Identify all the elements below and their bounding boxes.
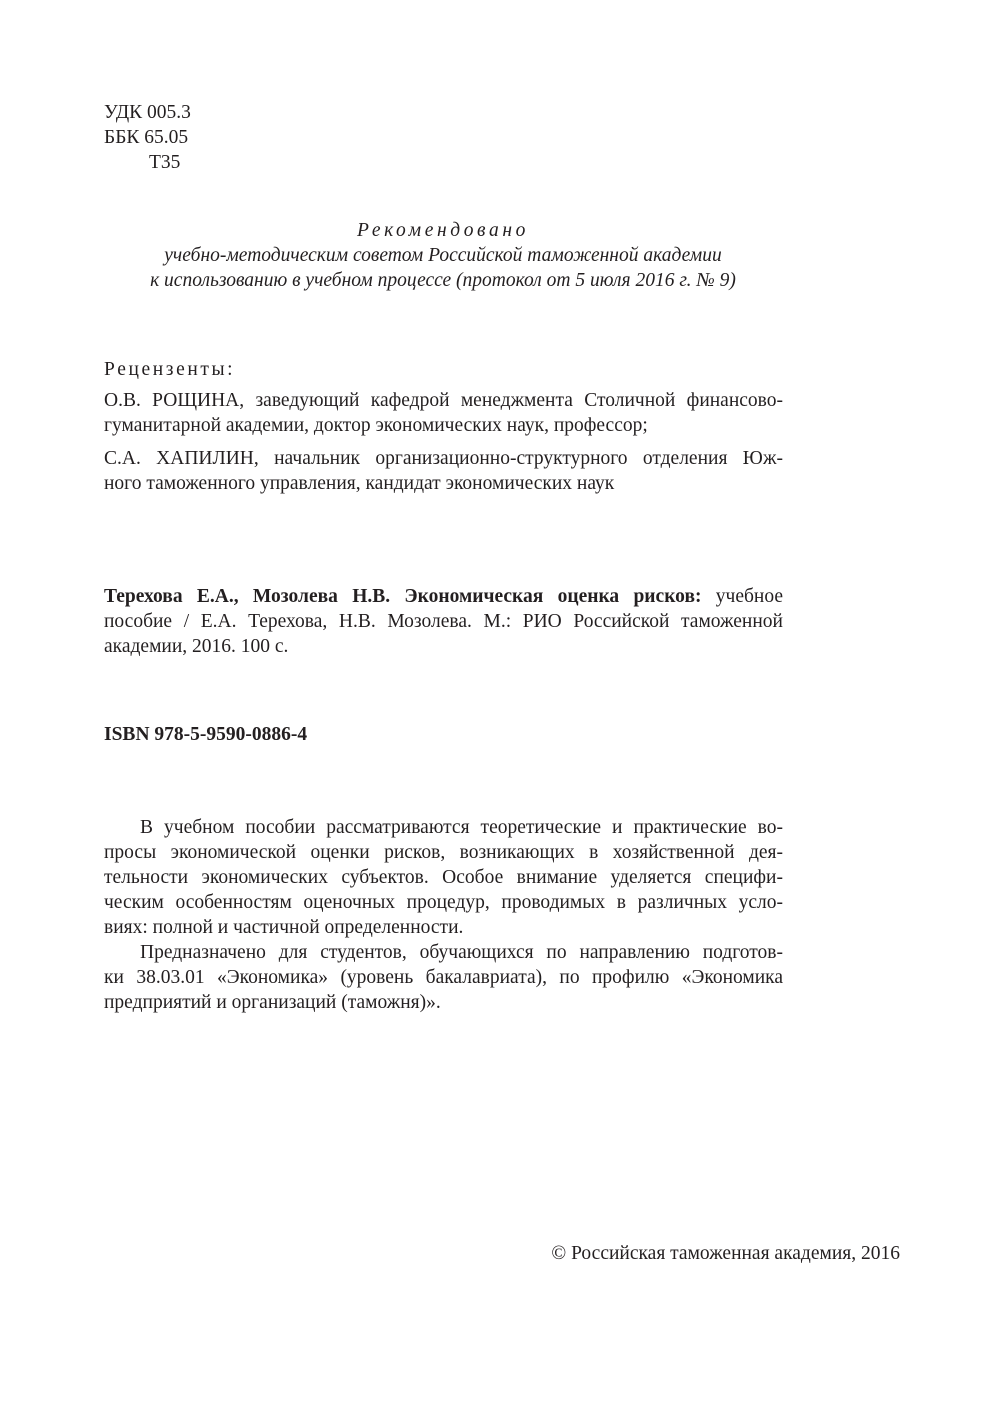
abstract-p1-line-1: В учебном пособии рассматриваются теоретические и практические во-	[140, 817, 783, 838]
citation-authors-title: Терехова Е.А., Мозолева Н.В. Экономическая оценка рисков:	[104, 586, 702, 607]
bbk-code: ББК 65.05	[104, 127, 189, 148]
citation-line-2: пособие / Е.А. Терехова, Н.В. Мозолева. М.: РИО Российской таможенной	[104, 611, 783, 632]
recommendation-line-1: учебно-методическим советом Российской таможенной академии	[164, 245, 722, 266]
classification-codes	[104, 100, 191, 175]
udk-code: УДК 005.3	[104, 102, 191, 123]
reviewer-2-line-1: С.А. ХАПИЛИН, начальник организационно-структурного отделения Юж-	[104, 448, 783, 469]
reviewer-1-line-2: гуманитарной академии, доктор экономических наук, профессор;	[104, 415, 648, 436]
isbn: ISBN 978-5-9590-0886-4	[104, 724, 308, 745]
reviewer-1-line-1: О.В. РОЩИНА, заведующий кафедрой менеджмента Столичной финансово-	[104, 390, 783, 411]
abstract-p2-line-2: ки 38.03.01 «Экономика» (уровень бакалавриата), по профилю «Экономика	[104, 967, 783, 988]
abstract-p1-line-2: просы экономической оценки рисков, возникающих в хозяйственной дея-	[104, 842, 783, 863]
abstract-p1-line-5: виях: полной и частичной определенности.	[104, 917, 464, 938]
citation-type: учебное	[715, 586, 783, 607]
recommendation-title: Рекомендовано	[357, 220, 529, 241]
citation-line-1	[104, 584, 783, 610]
recommendation-line-2: к использованию в учебном процессе (протокол от 5 июля 2016 г. № 9)	[150, 270, 736, 291]
abstract-p2-line-3: предприятий и организаций (таможня)».	[104, 992, 441, 1013]
reviewer-2-line-2: ного таможенного управления, кандидат экономических наук	[104, 473, 615, 494]
author-mark: Т35	[149, 152, 181, 173]
citation-line-3: академии, 2016. 100 с.	[104, 636, 289, 657]
abstract-p2-line-1: Предназначено для студентов, обучающихся по направлению подготов-	[140, 942, 783, 963]
abstract-p1-line-3: тельности экономических субъектов. Особое внимание уделяется специфи-	[104, 867, 783, 888]
copyright: © Российская таможенная академия, 2016	[551, 1243, 900, 1264]
abstract-p1-line-4: ческим особенностям оценочных процедур, проводимых в различных усло-	[104, 892, 783, 913]
reviewers-label: Рецензенты:	[104, 359, 236, 380]
